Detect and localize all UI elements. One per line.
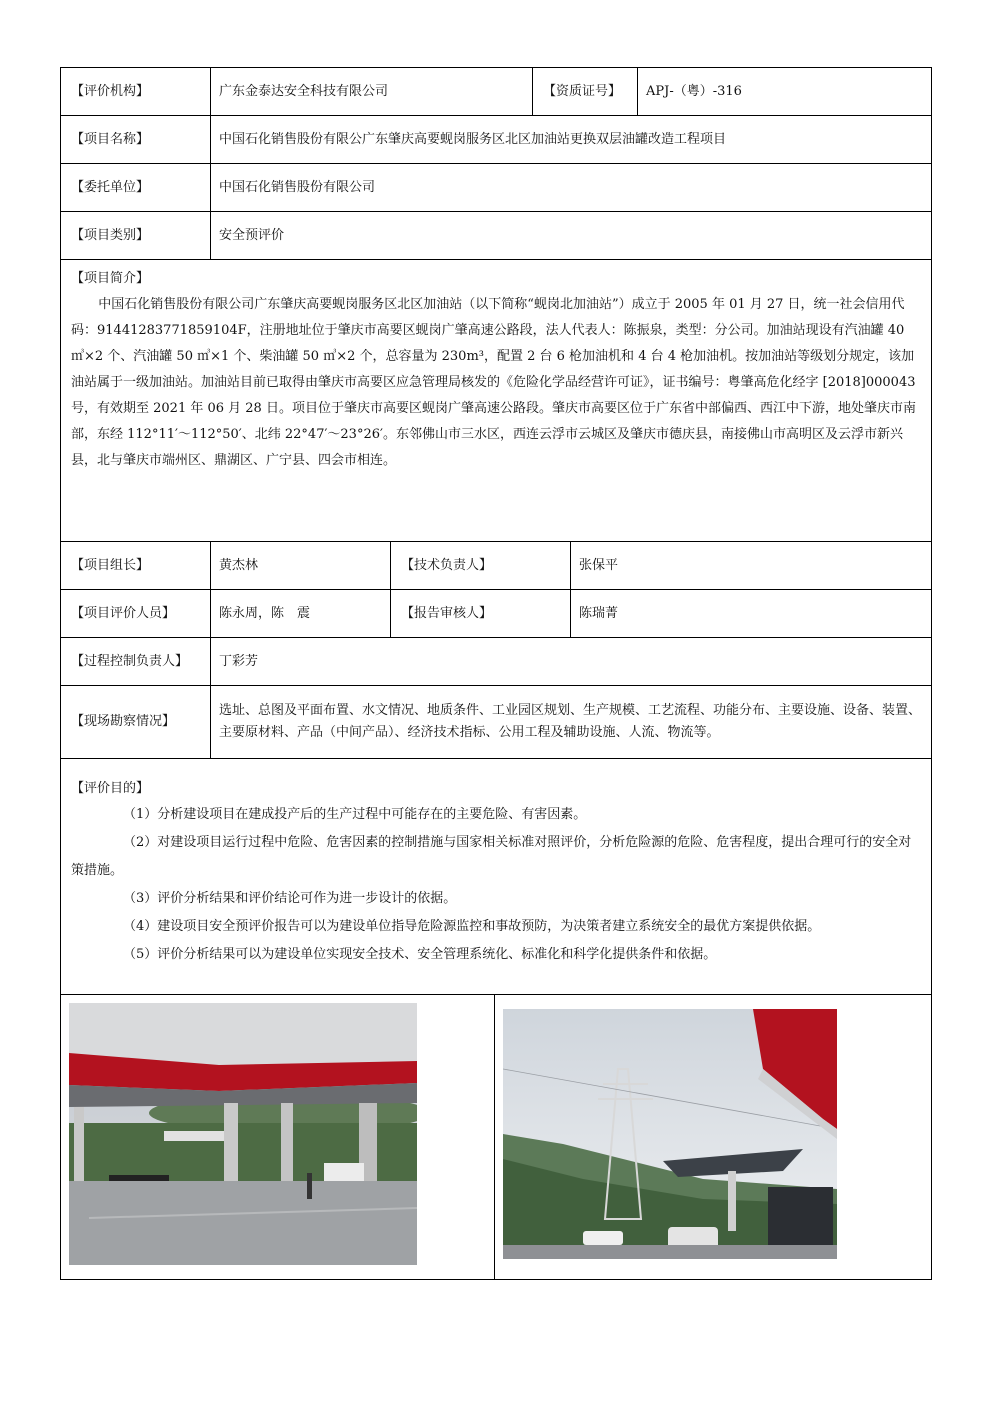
cert-label: 【资质证号】 xyxy=(533,68,638,115)
client-row xyxy=(61,164,931,212)
evaluators-row xyxy=(61,590,931,638)
purpose-item-3: （3）评价分析结果和评价结论可作为进一步设计的依据。 xyxy=(123,891,457,906)
cert-value: APJ-（粤）-316 xyxy=(646,83,742,99)
site-photo-pylon xyxy=(503,1009,837,1259)
intro-row xyxy=(61,260,931,542)
evaluators-value: 陈永周，陈 震 xyxy=(211,590,391,637)
purpose-row xyxy=(61,759,931,995)
category-row xyxy=(61,212,931,260)
purpose-item-4: （4）建设项目安全预评价报告可以为建设单位指导危险源监控和事故预防，为决策者建立系统安全的最优方案提供依据。 xyxy=(123,919,821,934)
org-value: 广东金泰达安全科技有限公司 xyxy=(211,68,533,115)
purpose-item-2: （2）对建设项目运行过程中危险、危害因素的控制措施与国家相关标准对照评价，分析危险源的危险、危害程度，提出合理可行的安全对策措施。 xyxy=(71,835,912,878)
survey-value: 选址、总图及平面布置、水文情况、地质条件、工业园区规划、生产规模、工艺流程、功能分布、主要设施、设备、装置、主要原材料、产品（中间产品）、经济技术指标、公用工程及辅助设施、人流、物流等。 xyxy=(219,703,922,740)
reviewer-value: 陈瑞菁 xyxy=(579,605,619,621)
photos-row xyxy=(61,995,931,1279)
purpose-label: 【评价目的】 xyxy=(71,781,150,796)
reviewer-label: 【报告审核人】 xyxy=(391,590,571,637)
intro-text: 中国石化销售股份有限公司广东肇庆高要蚬岗服务区北区加油站（以下简称“蚬岗北加油站”）成立于 2005 年 01 月 27 日，统一社会信用代码：91441283771859104F，注册地址位于肇庆市高要区蚬岗广肇高速公路段，法人代表人：陈振泉，类型：分公司。加油站现设有汽油罐 40 ㎥×2 个、汽油罐 50 ㎥×1 个、柴油罐 50 ㎥×2 个，总容量为 230m³，配置 2 台 6 枪加油机和 4 台 4 枪加油机。按加油站等级划分规定，该加油站属于一级加油站。加油站目前已取得由肇庆市高要区应急管理局核发的《危险化学品经营许可证》，证书编号：粤肇高危化经字 [2018]000043 号，有效期至 2021 年 06 月 28 日。项目位于肇庆市高要区蚬岗广肇高速公路段。肇庆市高要区位于广东省中部偏西、西江中下游，地处肇庆市南部，东经 112°11′～112°50′、北纬 22°47′～23°26′。东邻佛山市三水区，西连云浮市云城区及肇庆市德庆县，南接佛山市高明区及云浮市新兴县，北与肇庆市端州区、鼎湖区、广宁县、四会市相连。 xyxy=(71,297,916,468)
client-label: 【委托单位】 xyxy=(61,164,211,211)
process-row xyxy=(61,638,931,686)
photo-cell-left xyxy=(61,995,495,1279)
project-name-value: 中国石化销售股份有限公广东肇庆高要蚬岗服务区北区加油站更换双层油罐改造工程项目 xyxy=(219,131,727,147)
project-name-label: 【项目名称】 xyxy=(61,116,211,163)
category-label: 【项目类别】 xyxy=(61,212,211,259)
purpose-item-5: （5）评价分析结果可以为建设单位实现安全技术、安全管理系统化、标准化和科学化提供条件和依据。 xyxy=(123,947,717,962)
org-label: 【评价机构】 xyxy=(61,68,211,115)
evaluators-label: 【项目评价人员】 xyxy=(61,590,211,637)
site-photo-canopy xyxy=(69,1003,417,1265)
survey-row xyxy=(61,686,931,759)
photo-cell-right xyxy=(495,995,931,1279)
leader-label: 【项目组长】 xyxy=(61,542,211,589)
purpose-item-1: （1）分析建设项目在建成投产后的生产过程中可能存在的主要危险、有害因素。 xyxy=(123,807,587,822)
category-value: 安全预评价 xyxy=(219,227,285,243)
intro-section xyxy=(61,260,931,541)
survey-label: 【现场勘察情况】 xyxy=(61,686,211,758)
evaluation-info-table xyxy=(60,67,932,1280)
process-value: 丁彩芳 xyxy=(219,653,259,669)
client-value: 中国石化销售股份有限公司 xyxy=(219,179,376,195)
purpose-section xyxy=(61,759,931,994)
org-row xyxy=(61,68,931,116)
project-name-row xyxy=(61,116,931,164)
intro-label: 【项目简介】 xyxy=(71,271,150,286)
tech-value: 张保平 xyxy=(579,557,619,573)
tech-label: 【技术负责人】 xyxy=(391,542,571,589)
leader-value: 黄杰林 xyxy=(211,542,391,589)
process-label: 【过程控制负责人】 xyxy=(61,638,211,685)
leader-row xyxy=(61,542,931,590)
